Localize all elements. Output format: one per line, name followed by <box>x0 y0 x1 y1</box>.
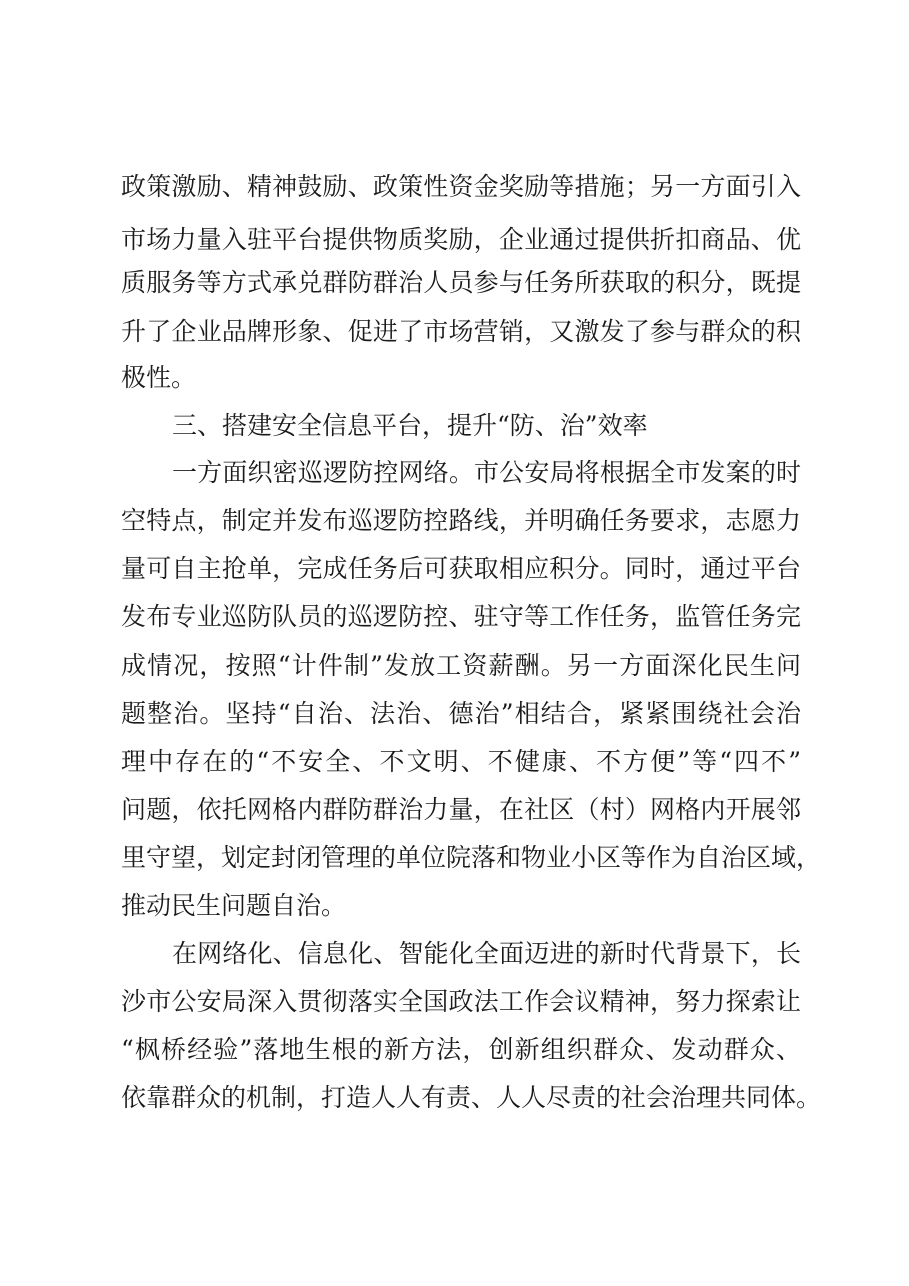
paragraph-line: 在网络化、信息化、智能化全面迈进的新时代背景下，长 <box>172 939 801 968</box>
paragraph-line: 理中存在的“不安全、不文明、不健康、不方便”等“四不” <box>121 747 801 776</box>
section-heading: 三、搭建安全信息平台，提升“防、治”效率 <box>172 411 648 440</box>
paragraph-line: 依靠群众的机制，打造人人有责、人人尽责的社会治理共同体。 <box>121 1083 822 1112</box>
paragraph-line: 发布专业巡防队员的巡逻防控、驻守等工作任务，监管任务完 <box>121 602 801 631</box>
paragraph-line: 问题，依托网格内群防群治力量，在社区（村）网格内开展邻 <box>121 795 801 824</box>
paragraph-line: 升了企业品牌形象、促进了市场营销，又激发了参与群众的积 <box>121 317 801 346</box>
paragraph-line: 题整治。坚持“自治、法治、德治”相结合，紧紧围绕社会治 <box>121 699 801 728</box>
paragraph-line: 政策激励、精神鼓励、政策性资金奖励等措施；另一方面引入 <box>121 172 801 201</box>
paragraph-line: 量可自主抢单，完成任务后可获取相应积分。同时，通过平台 <box>121 554 801 583</box>
paragraph-line: “枫桥经验”落地生根的新方法，创新组织群众、发动群众、 <box>121 1035 801 1064</box>
paragraph-line: 沙市公安局深入贯彻落实全国政法工作会议精神，努力探索让 <box>121 987 801 1016</box>
paragraph-line: 空特点，制定并发布巡逻防控路线，并明确任务要求，志愿力 <box>121 506 801 535</box>
paragraph-line: 里守望，划定封闭管理的单位院落和物业小区等作为自治区域， <box>121 843 822 872</box>
paragraph-line: 推动民生问题自治。 <box>121 891 347 920</box>
paragraph-line: 一方面织密巡逻防控网络。市公安局将根据全市发案的时 <box>172 458 801 487</box>
paragraph-line: 质服务等方式承兑群防群治人员参与任务所获取的积分，既提 <box>121 268 801 297</box>
paragraph-line: 极性。 <box>121 363 197 392</box>
paragraph-line: 市场力量入驻平台提供物质奖励，企业通过提供折扣商品、优 <box>121 225 801 254</box>
paragraph-line: 成情况，按照“计件制”发放工资薪酬。另一方面深化民生问 <box>121 651 801 680</box>
